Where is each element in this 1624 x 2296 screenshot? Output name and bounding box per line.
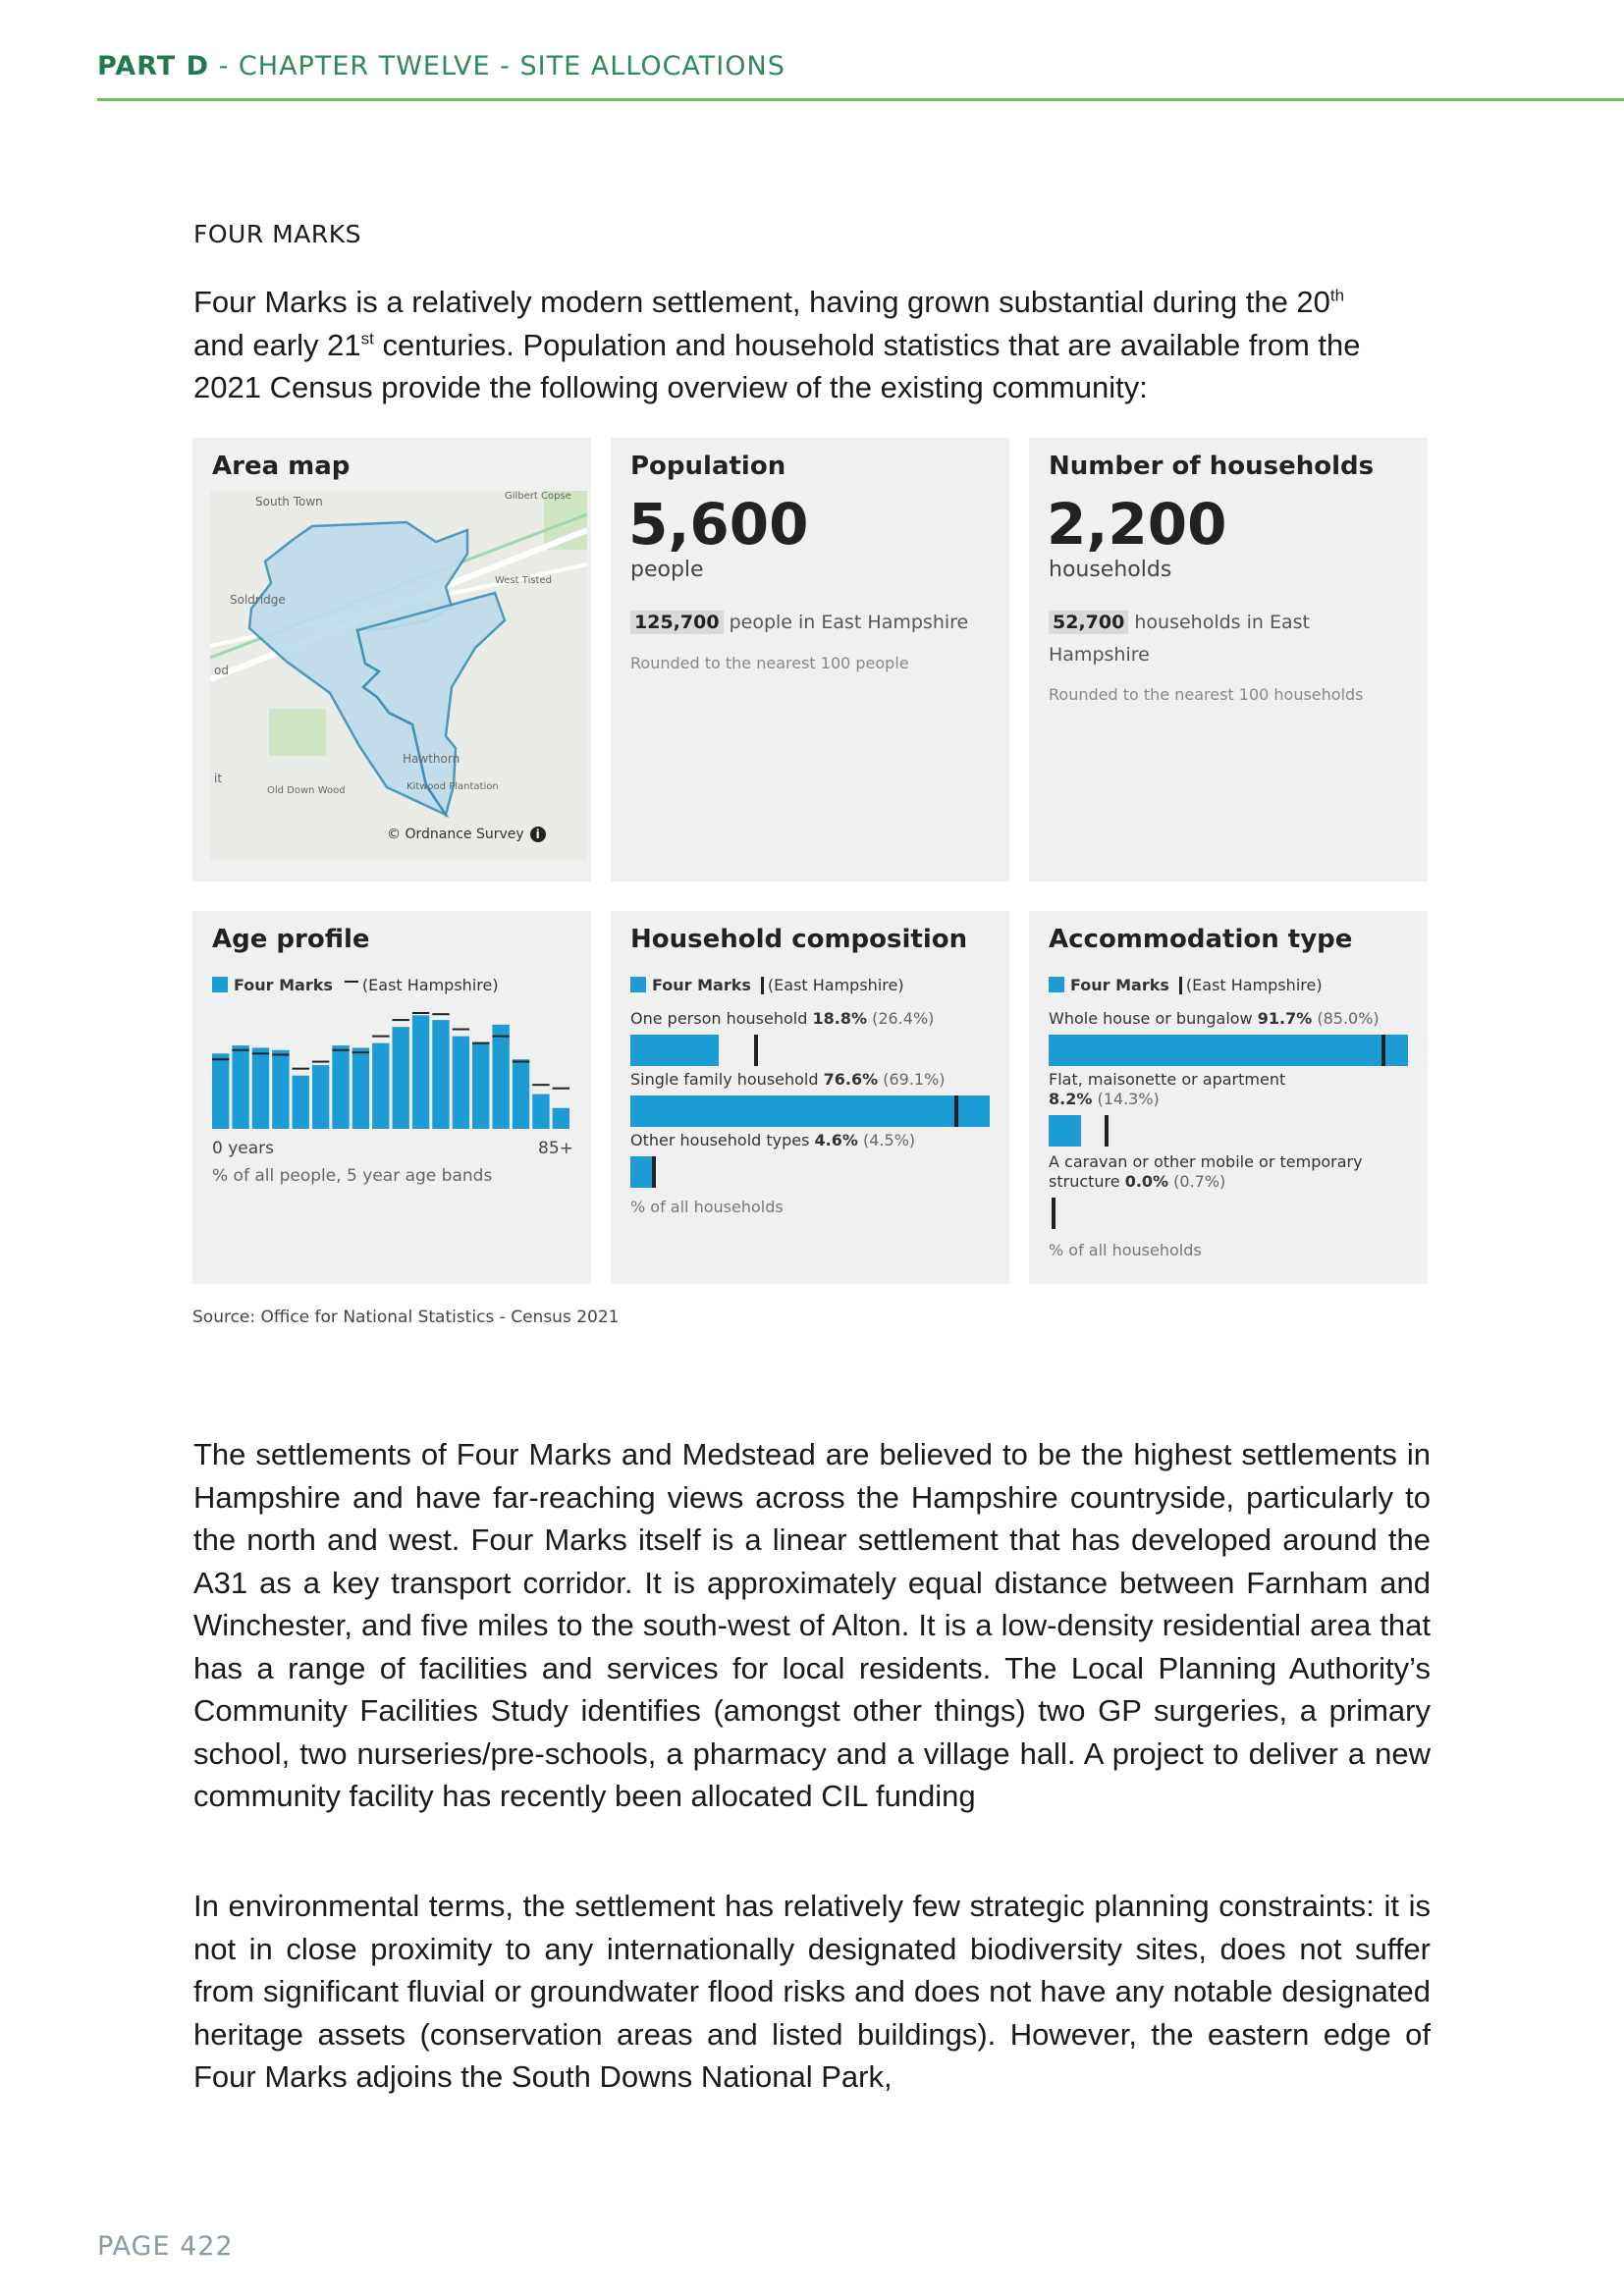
hc-bar-0 [630,1009,990,1066]
acc-bar-label [1049,1070,1408,1109]
age-bar [513,1059,529,1129]
legend-swatch [630,977,646,992]
population-compare-text: people in East Hampshire [723,612,969,633]
age-bar [472,1042,489,1130]
acc-bar-track [1049,1115,1408,1147]
age-bar [553,1108,569,1129]
households-value: 2,200 [1047,491,1227,558]
intro-line-3: 2021 Census provide the following overview of the existing community: [193,370,1148,404]
acc-bar-fill [1049,1115,1081,1147]
hc-bar-label [630,1009,990,1029]
hc-legend [630,976,904,994]
page-number: PAGE 422 [97,2231,234,2262]
households-panel [1029,438,1428,881]
hc-bar-track [630,1035,990,1066]
age-profile-title: Age profile [212,925,370,954]
acc-category: A caravan or other mobile or temporary structure [1049,1152,1363,1191]
running-header [97,51,785,81]
age-bar [232,1045,248,1129]
age-bar [332,1045,349,1129]
map-label-soldridge: Soldridge [230,593,286,607]
age-bar [252,1047,269,1129]
age-compare-marker [513,1061,529,1063]
age-bar [272,1050,289,1129]
hc-bar-fill [630,1095,990,1127]
acc-bar-marker [1052,1198,1056,1229]
acc-bar-track [1049,1198,1408,1229]
hc-bar-track [630,1095,990,1127]
households-unit: households [1049,558,1172,582]
hc-bar-track [630,1156,990,1188]
legend-local: Four Marks [652,976,751,994]
acc-bar-0 [1049,1009,1408,1066]
map-label-hawthorn: Hawthorn [403,752,460,766]
acc-bar-track [1049,1035,1408,1066]
acc-bar-2 [1049,1152,1408,1229]
source-note: Source: Office for National Statistics - Census 2021 [192,1308,620,1327]
households-note: Rounded to the nearest 100 households [1049,685,1364,704]
body-paragraph-1: The settlements of Four Marks and Medstead are believed to be the highest settlements in Hampshire and have far-reaching views across the Hampshire countryside, particularly to the north and west. Four Marks itself is a linear settlement that has developed around the A31 as a key transport corridor. It is approximately equal distance between Farnham and Winchester, and five miles to the south-west of Alton. It is a low-density residential area that has a range of facilities and services for local residents. The Local Planning Authority’s Community Facilities Study identifies (amongst other things) two GP surgeries, a primary school, two nurseries/pre-schools, a pharmacy and a village hall. A project to deliver a new community facility has recently been allocated CIL funding [193,1437,1431,1813]
age-compare-marker [332,1049,349,1051]
age-bar [372,1043,389,1129]
age-bar [492,1025,509,1129]
age-compare-marker [312,1061,329,1063]
accommodation-title: Accommodation type [1049,925,1353,954]
intro-paragraph [193,281,1431,409]
map-label-plantation: Kitwood Plantation [406,781,499,792]
population-unit: people [630,558,704,582]
legend-compare-marker [761,977,764,994]
header-divider [97,98,1624,101]
hc-bar-marker [754,1035,758,1066]
hc-note: % of all households [630,1198,784,1216]
age-bar [412,1015,429,1129]
hc-bar-1 [630,1070,990,1127]
age-compare-marker [232,1049,248,1051]
hc-compare: (69.1%) [878,1070,946,1089]
acc-bar-label [1049,1152,1402,1192]
acc-value: 91.7% [1257,1009,1313,1028]
intro-line-1: Four Marks is a relatively modern settlement, having grown substantial during the 20 [193,285,1330,319]
legend-compare: (East Hampshire) [767,976,904,994]
map-label-it: it [214,772,223,785]
age-bar [453,1037,469,1129]
legend-compare-marker [1179,977,1182,994]
hc-compare: (4.5%) [857,1131,916,1149]
acc-bar-fill [1049,1035,1408,1066]
body-paragraph-2: In environmental terms, the settlement has relatively few strategic planning constraints: it is not in close proximity to any internationally designated biodiversity sites, does not suffer from significant fluvial or groundwater flood risks and does not have any notable designated heritage assets (conservation areas and listed buildings). However, the eastern edge of Four Marks adjoins the South Downs National Park, [193,1889,1431,2094]
households-title: Number of households [1049,452,1375,481]
legend-swatch [1049,977,1064,992]
age-compare-marker [492,1036,509,1038]
hc-category: Other household types [630,1131,815,1149]
age-compare-marker [453,1029,469,1031]
hc-bar-label [630,1131,990,1150]
acc-category: Whole house or bungalow [1049,1009,1258,1028]
hc-bar-2 [630,1131,990,1188]
age-axis-end: 85+ [538,1139,573,1158]
map-credit [387,827,546,842]
population-title: Population [630,452,786,481]
map-label-gilbert-copse: Gilbert Copse [505,491,571,502]
map-label-west-tisted: West Tisted [495,575,552,586]
acc-value: 0.0% [1124,1172,1169,1191]
hc-value: 18.8% [812,1009,867,1028]
age-axis-start: 0 years [212,1139,275,1158]
acc-compare: (85.0%) [1312,1009,1380,1028]
hc-bar-label [630,1070,990,1090]
age-bar [432,1020,449,1129]
age-compare-marker [352,1051,369,1053]
age-compare-marker [393,1019,409,1021]
map-label-south-town: South Town [255,495,323,508]
header-chapter: - CHAPTER TWELVE - SITE ALLOCATIONS [209,51,785,81]
intro-sup-th: th [1329,286,1345,305]
hc-value: 76.6% [823,1070,879,1089]
population-panel [611,438,1009,881]
age-bar [293,1076,309,1129]
age-note: % of all people, 5 year age bands [212,1166,493,1186]
acc-value: 8.2% [1049,1090,1093,1108]
acc-compare: (14.3%) [1092,1090,1160,1108]
age-bar [532,1095,549,1129]
age-bar [212,1053,229,1129]
households-compare [1049,607,1363,671]
hc-category: Single family household [630,1070,824,1089]
age-compare-marker [293,1068,309,1070]
accommodation-type-panel [1029,911,1428,1284]
acc-compare: (0.7%) [1168,1172,1226,1191]
legend-compare: (East Hampshire) [361,976,499,994]
acc-bar-marker [1105,1115,1109,1147]
acc-bar-1 [1049,1070,1408,1147]
hc-value: 4.6% [814,1131,858,1149]
hc-category: One person household [630,1009,813,1028]
legend-local: Four Marks [1070,976,1169,994]
population-compare [630,607,1003,639]
age-profile-panel [192,911,591,1284]
acc-category: Flat, maisonette or apartment [1049,1070,1286,1089]
area-map-panel [192,438,591,881]
households-compare-text: households in East Hampshire [1049,612,1310,666]
intro-sup-st: st [360,329,374,348]
age-profile-chart [212,1007,569,1129]
age-compare-marker [272,1053,289,1055]
age-compare-marker [472,1042,489,1044]
legend-local: Four Marks [234,976,333,994]
acc-bar-label [1049,1009,1408,1029]
household-composition-panel [611,911,1009,1284]
hc-bar-fill [630,1035,719,1066]
map-label-od: od [214,664,229,677]
households-compare-value: 52,700 [1049,611,1128,634]
acc-legend [1049,976,1323,994]
info-icon[interactable]: i [530,827,546,842]
area-map[interactable] [210,491,587,860]
legend-compare-marker [345,981,358,983]
age-compare-marker [553,1088,569,1090]
acc-bar-marker [1381,1035,1385,1066]
age-compare-marker [412,1012,429,1014]
population-value: 5,600 [628,491,809,558]
section-title: FOUR MARKS [193,220,361,248]
age-bar [352,1047,369,1129]
age-bar [393,1027,409,1129]
hc-bar-marker [652,1156,656,1188]
population-note: Rounded to the nearest 100 people [630,654,909,672]
legend-swatch [212,977,228,992]
intro-line-2a: and early 21 [193,327,361,362]
hc-bar-fill [630,1156,652,1188]
map-graphic [210,491,587,860]
header-part: PART D [97,51,210,81]
hc-bar-marker [954,1095,958,1127]
age-compare-marker [252,1052,269,1054]
age-legend [212,976,499,994]
population-compare-value: 125,700 [630,611,724,634]
age-compare-marker [432,1013,449,1015]
intro-line-2b: centuries. Population and household statistics that are available from the [373,327,1361,362]
map-label-wood: Old Down Wood [267,785,346,796]
map-credit-text: © Ordnance Survey [387,827,524,842]
age-compare-marker [372,1036,389,1038]
age-bar [312,1065,329,1129]
age-compare-marker [532,1084,549,1086]
household-composition-title: Household composition [630,925,968,954]
area-map-title: Area map [212,452,351,481]
legend-compare: (East Hampshire) [1185,976,1323,994]
acc-note: % of all households [1049,1241,1202,1259]
hc-compare: (26.4%) [866,1009,935,1028]
age-compare-marker [212,1058,229,1060]
